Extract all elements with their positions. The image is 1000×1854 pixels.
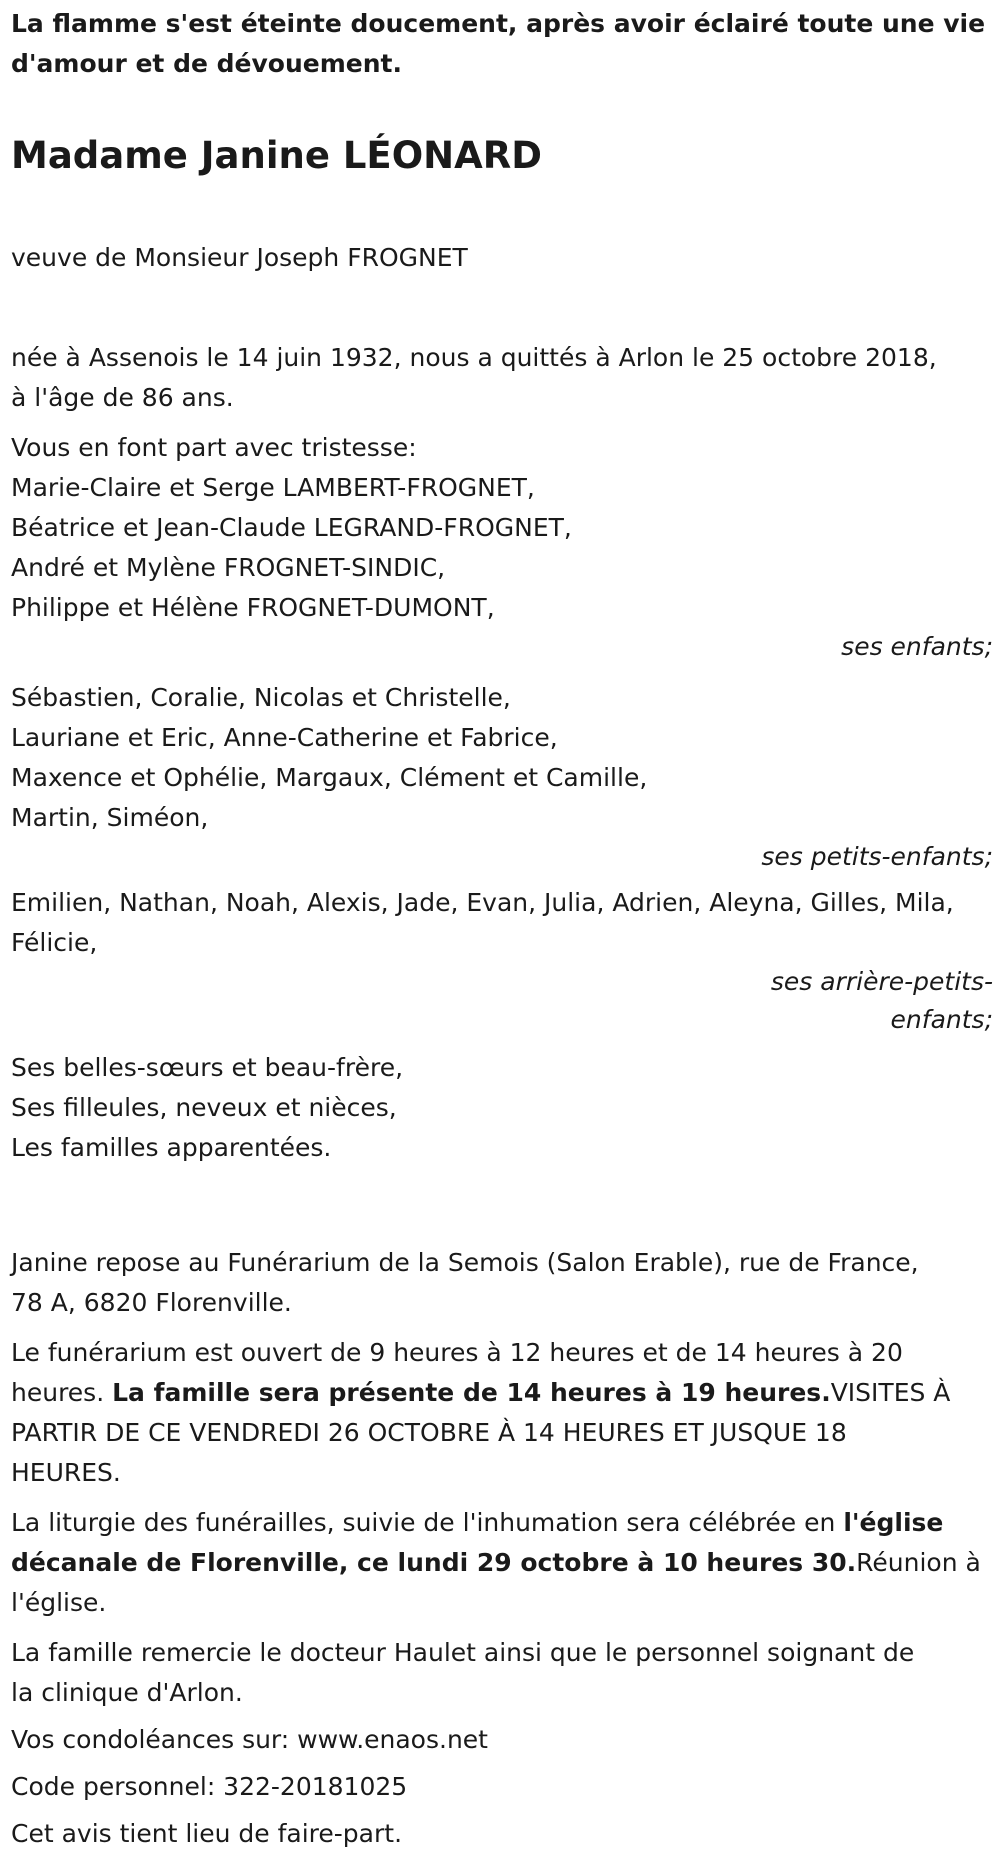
notice-line: Cet avis tient lieu de faire-part. (11, 1819, 403, 1848)
liturgy-line-3: l'église. (11, 1588, 107, 1617)
other-relatives-item: Ses filleules, neveux et nièces, (11, 1093, 397, 1122)
great-grandchildren-label-line-2: enfants; (890, 1005, 993, 1034)
tagline-line-1: La flamme s'est éteinte doucement, après avoir éclairé toute une vie (11, 9, 986, 38)
thanks-line-2: la clinique d'Arlon. (11, 1678, 243, 1707)
birth-death-line-1: née à Assenois le 14 juin 1932, nous a quittés à Arlon le 25 octobre 2018, (11, 343, 937, 372)
children-item: Béatrice et Jean-Claude LEGRAND-FROGNET, (11, 513, 572, 542)
children-label: ses enfants; (841, 632, 993, 661)
grandchildren-item: Martin, Siméon, (11, 803, 209, 832)
grandchildren-item: Maxence et Ophélie, Margaux, Clément et Camille, (11, 763, 648, 792)
children-item: Marie-Claire et Serge LAMBERT-FROGNET, (11, 473, 535, 502)
liturgy-line-2-end: Réunion à (856, 1548, 981, 1577)
children-item: André et Mylène FROGNET-SINDIC, (11, 553, 446, 582)
grandchildren-list (11, 678, 993, 838)
repose-text (11, 1243, 993, 1323)
hours-line-2 (11, 1373, 993, 1413)
deceased-name: Madame Janine LÉONARD (11, 134, 542, 177)
liturgy-line-1-start: La liturgie des funérailles, suivie de l'inhumation sera célébrée en (11, 1508, 844, 1537)
liturgy-date-time: décanale de Florenville, ce lundi 29 octobre à 10 heures 30. (11, 1548, 857, 1577)
obituary-content (11, 4, 993, 1854)
announcement-intro: Vous en font part avec tristesse: (11, 433, 417, 462)
great-grandchildren-list (11, 883, 993, 963)
repose-line-1: Janine repose au Funérarium de la Semois (Salon Erable), rue de France, (11, 1248, 919, 1277)
children-item: Philippe et Hélène FROGNET-DUMONT, (11, 593, 495, 622)
liturgy-text (11, 1503, 993, 1623)
hours-line-2-start: heures. (11, 1378, 113, 1407)
visiting-hours-text (11, 1333, 993, 1493)
great-grandchildren-item: Félicie, (11, 928, 98, 957)
personal-code: Code personnel: 322-20181025 (11, 1772, 408, 1801)
spouse-line: veuve de Monsieur Joseph FROGNET (11, 243, 468, 272)
children-list (11, 468, 993, 628)
thanks-text (11, 1633, 993, 1713)
other-relatives-item: Les familles apparentées. (11, 1133, 332, 1162)
other-relatives-item: Ses belles-sœurs et beau-frère, (11, 1053, 404, 1082)
great-grandchildren-item: Emilien, Nathan, Noah, Alexis, Jade, Evan, Julia, Adrien, Aleyna, Gilles, Mila, (11, 888, 954, 917)
grandchildren-label: ses petits-enfants; (761, 842, 993, 871)
condolences-line: Vos condoléances sur: www.enaos.net (11, 1725, 488, 1754)
hours-line-2-end: VISITES À (830, 1378, 951, 1407)
hours-line-3: PARTIR DE CE VENDREDI 26 OCTOBRE À 14 HEURES ET JUSQUE 18 (11, 1418, 847, 1447)
liturgy-line-2 (11, 1543, 993, 1583)
hours-line-4: HEURES. (11, 1458, 121, 1487)
family-presence-hours: La famille sera présente de 14 heures à 19 heures. (112, 1378, 831, 1407)
repose-line-2: 78 A, 6820 Florenville. (11, 1288, 292, 1317)
thanks-line-1: La famille remercie le docteur Haulet ainsi que le personnel soignant de (11, 1638, 915, 1667)
great-grandchildren-label-line-1: ses arrière-petits- (770, 967, 993, 996)
grandchildren-item: Sébastien, Coralie, Nicolas et Christelle, (11, 683, 511, 712)
birth-death-line-2: à l'âge de 86 ans. (11, 383, 234, 412)
great-grandchildren-label (11, 963, 993, 1039)
hours-line-1: Le funérarium est ouvert de 9 heures à 12 heures et de 14 heures à 20 (11, 1338, 903, 1367)
other-relatives-list (11, 1048, 993, 1168)
birth-death-text (11, 338, 993, 418)
liturgy-church: l'église (843, 1508, 944, 1537)
tagline (11, 4, 993, 84)
grandchildren-item: Lauriane et Eric, Anne-Catherine et Fabrice, (11, 723, 558, 752)
liturgy-line-1 (11, 1503, 993, 1543)
tagline-line-2: d'amour et de dévouement. (11, 49, 402, 78)
